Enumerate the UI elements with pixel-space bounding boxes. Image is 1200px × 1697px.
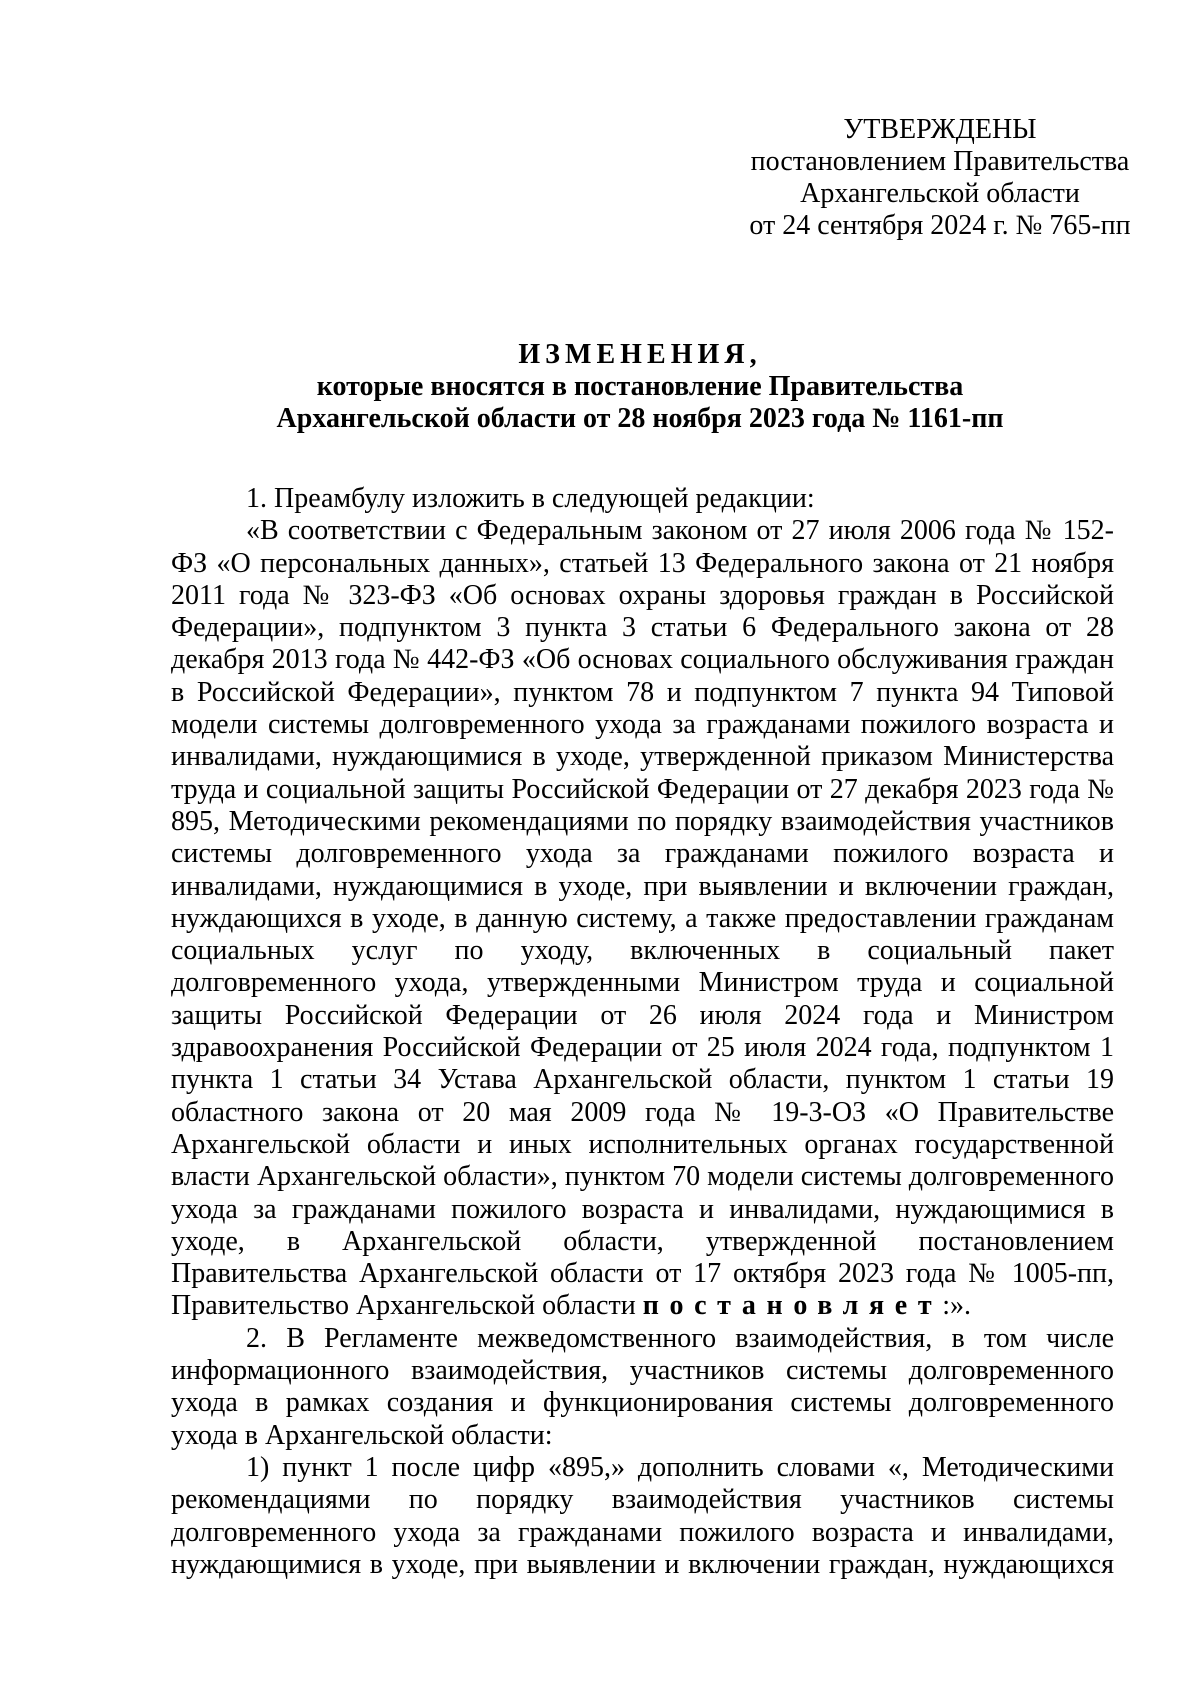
paragraph-2-text: «В соответствии с Федеральным законом от 27 июля 2006 года № 152-ФЗ «О персональных данных», статьей 13 Федерального закона от 21 ноября 2011 года № 323-ФЗ «Об основах охраны здоровья граждан в Российской Федерации», подпунктом 3 пункта 3 статьи 6 Федерального закона от 28 декабря 2013 года № 442-ФЗ «Об основах социального обслуживания граждан в Российской Федерации», пунктом 78 и подпунктом 7 пункта 94 Типовой модели системы долговременного ухода за гражданами пожилого возраста и инвалидами, нуждающимися в уходе, утвержденной приказом Министерства труда и социальной защиты Российской Федерации от 27 декабря 2023 года № 895, Методическими рекомендациями по порядку взаимодействия участников системы долговременного ухода за гражданами пожилого возраста и инвалидами, нуждающимися в уходе, при выявлении и включении граждан, нуждающихся в уходе, в данную систему, а также предоставлении гражданам социальных услуг по уходу, включенных в социальный пакет долговременного ухода, утвержденными Министром труда и социальной защиты Российской Федерации от 26 июля 2024 года и Министром здравоохранения Российской Федерации от 25 июля 2024 года, подпунктом 1 пункта 1 статьи 34 Устава Архангельской области, пунктом 1 статьи 19 областного закона от 20 мая 2009 года № 19-3-ОЗ «О Правительстве Архангельской области и иных исполнительных органах государственной власти Архангельской области», пунктом 70 модели системы долговременного ухода за гражданами пожилого возраста и инвалидами, нуждающимися в уходе, в Архангельской области, утвержденной постановлением Правительства Архангельской области от 17 октября 2023 года № 1005-пп, Правительство Архангельской области [171,515,1114,1322]
approval-heading: УТВЕРЖДЕНЫ [843,114,1037,145]
approval-line-region: Архангельской области [800,178,1080,209]
document-title [170,339,1110,435]
paragraph-2-tail: :». [942,1290,972,1322]
paragraph-4: 1) пункт 1 после цифр «895,» дополнить словами «, Методическими рекомендациями по порядку взаимодействия участников системы долговременного ухода за гражданами пожилого возраста и инвалидами, нуждающимися в уходе, при выявлении и включении граждан, нуждающихся [171,1451,1114,1580]
title-line-1: которые вносятся в постановление Правительства [316,371,964,402]
title-heading: ИЗМЕНЕНИЯ, [518,339,762,370]
paragraph-1: 1. Преамбулу изложить в следующей редакции: [246,483,815,514]
paragraph-3: 2. В Регламенте межведомственного взаимодействия, в том числе информационного взаимодействия, участников системы долговременного ухода в рамках создания и функционирования системы долговременного ухода в Архангельской области: [171,1322,1114,1451]
title-line-2: Архангельской области от 28 ноября 2023 года № 1161-пп [276,403,1004,434]
paragraph-2 [171,515,1114,1322]
approval-line-date: от 24 сентября 2024 г. № 765-пп [749,210,1131,241]
approval-line-decree: постановлением Правительства [750,146,1130,177]
approval-stamp [730,114,1150,242]
paragraph-2-spaced-word: постановляет [642,1290,943,1322]
document-body [171,483,1114,1581]
